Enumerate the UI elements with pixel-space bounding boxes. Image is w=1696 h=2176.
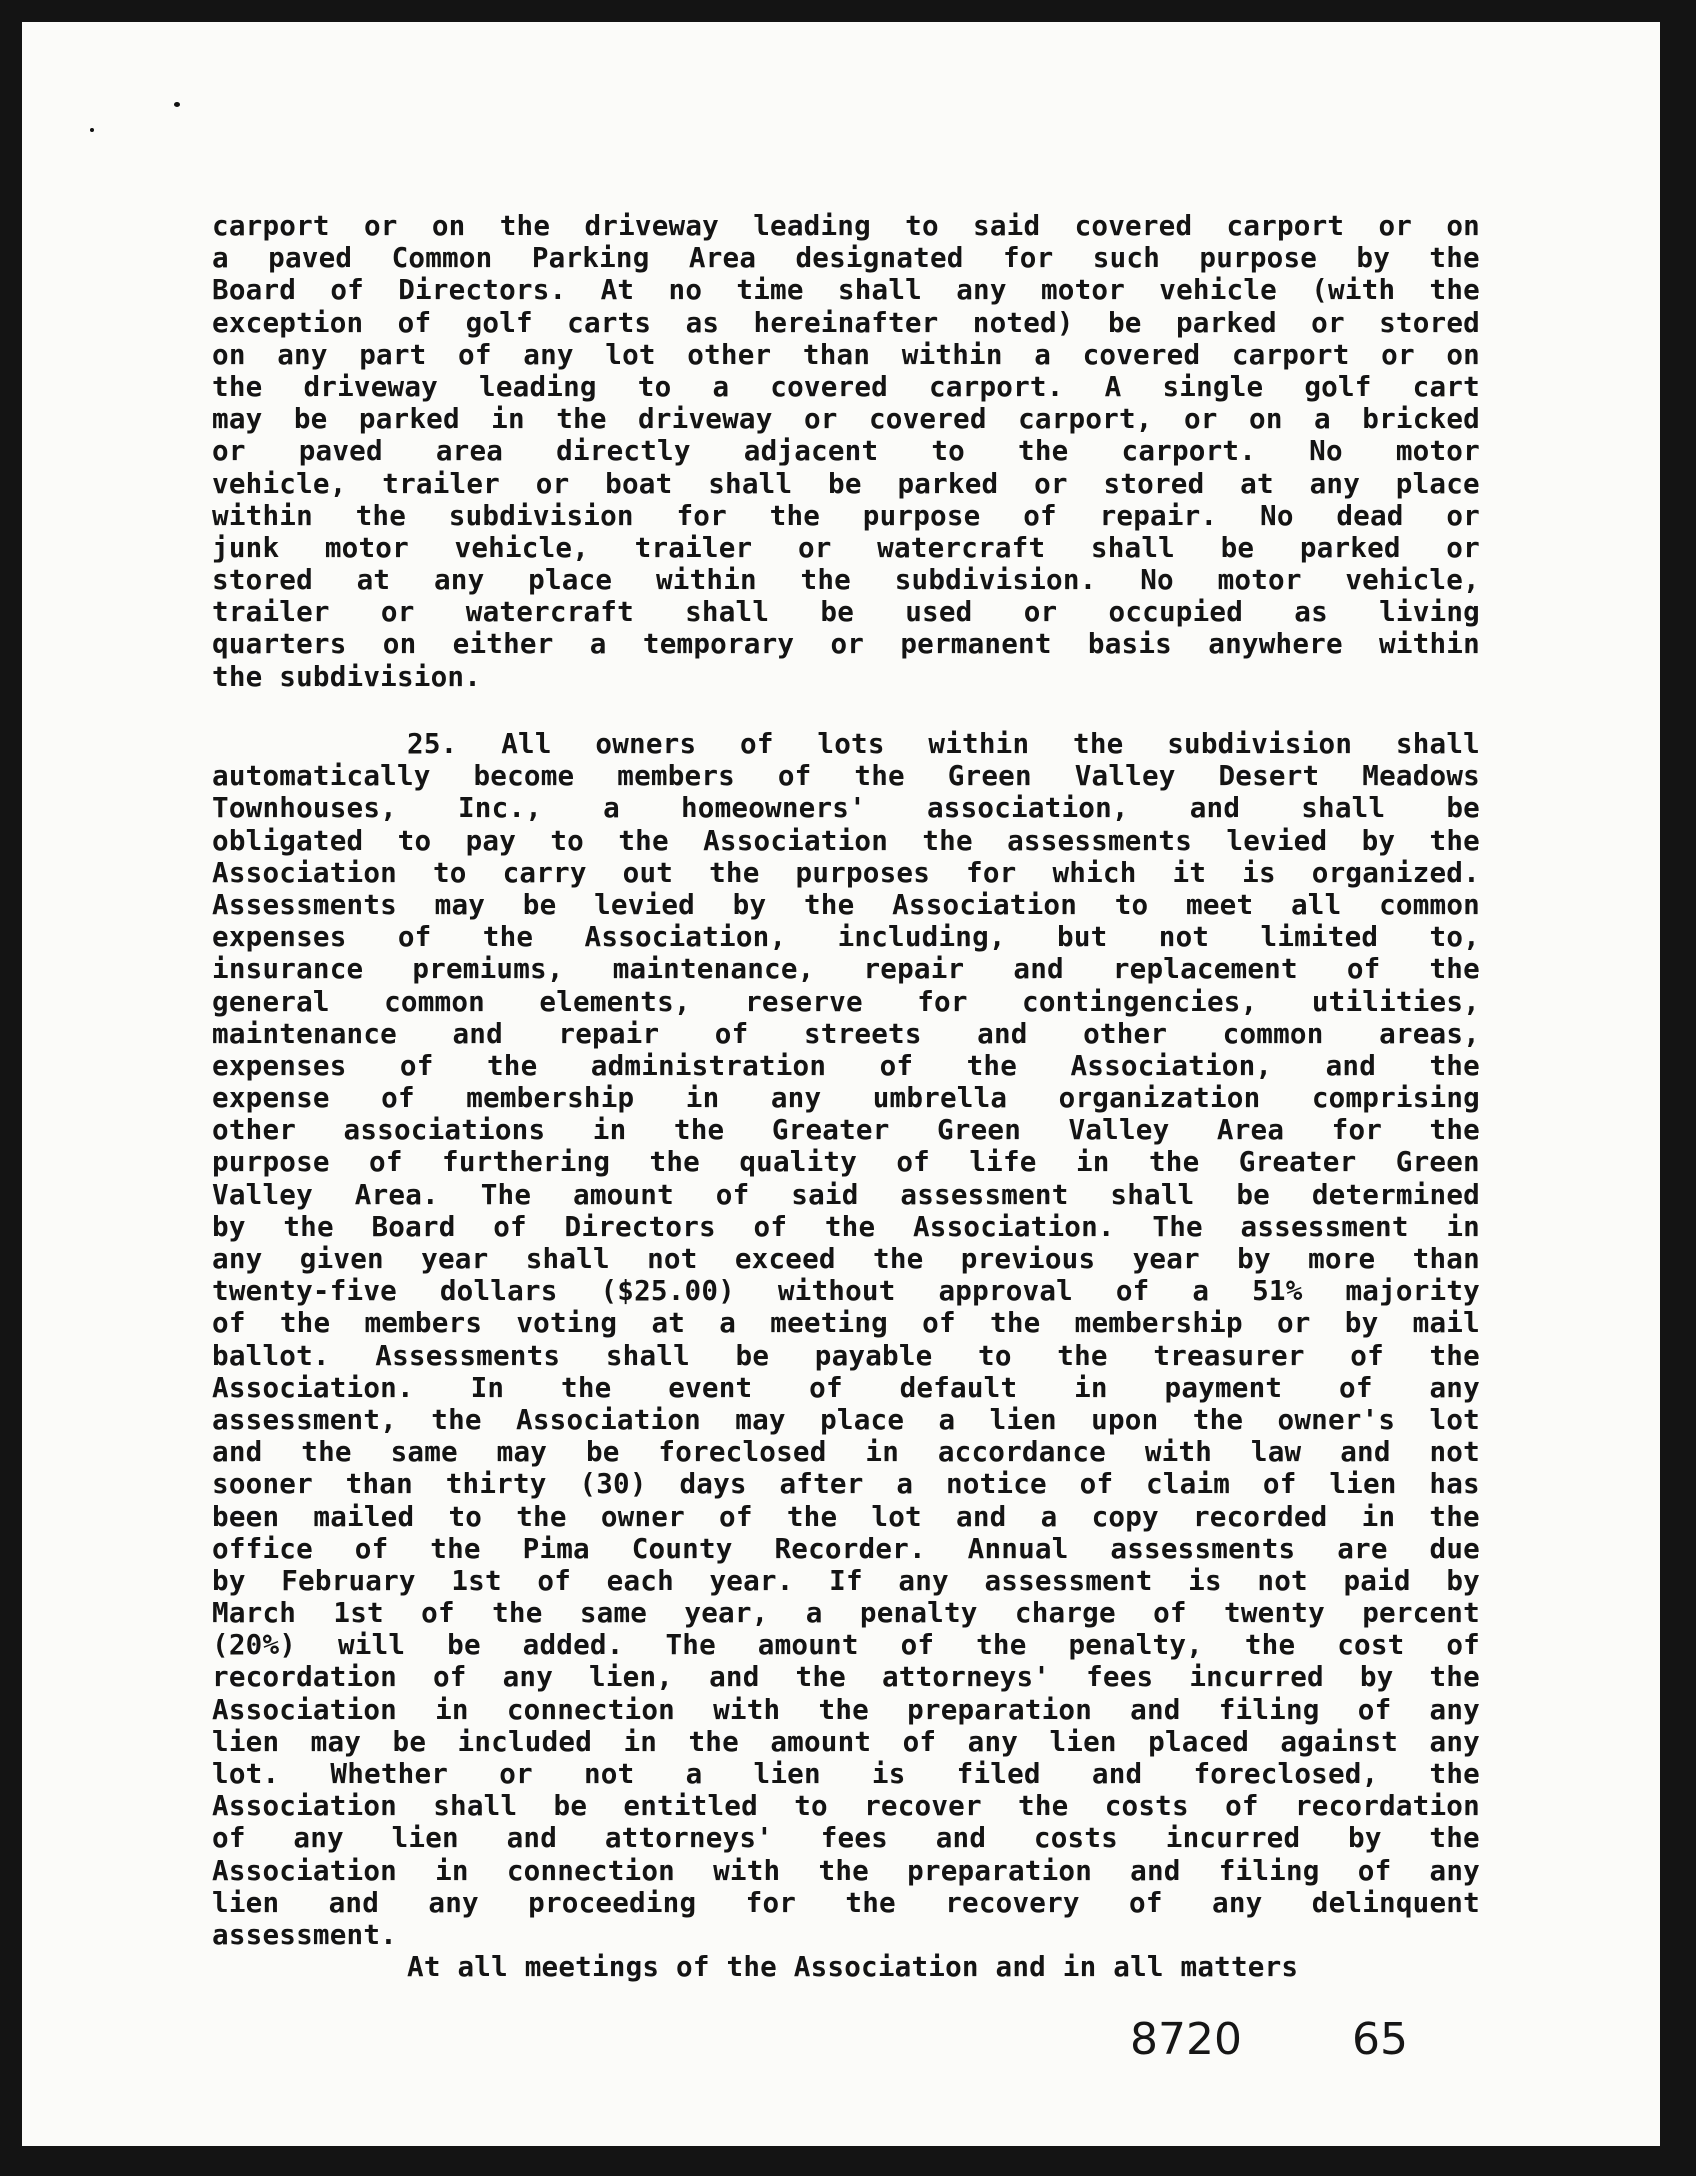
text-line: Association shall be entitled to recover the costs of recordation	[212, 1789, 1480, 1823]
text-line: quarters on either a temporary or permanent basis anywhere within	[212, 627, 1480, 661]
recording-page-number: 65	[1351, 2014, 1408, 2065]
text-line: Board of Directors. At no time shall any motor vehicle (with the	[212, 273, 1480, 307]
text-line: insurance premiums, maintenance, repair and replacement of the	[212, 952, 1480, 986]
text-line: by February 1st of each year. If any assessment is not paid by	[212, 1563, 1480, 1597]
text-line: stored at any place within the subdivision. No motor vehicle,	[212, 563, 1480, 597]
recording-reference	[1130, 2014, 1408, 2065]
text-line: other associations in the Greater Green Valley Area for the	[212, 1113, 1480, 1147]
text-line: (20%) will be added. The amount of the penalty, the cost of	[212, 1628, 1480, 1662]
text-line: by the Board of Directors of the Association. The assessment in	[212, 1209, 1480, 1243]
text-line: Association in connection with the preparation and filing of any	[212, 1692, 1480, 1726]
text-line: lien may be included in the amount of any lien placed against any	[212, 1724, 1480, 1758]
text-line: and the same may be foreclosed in accordance with law and not	[212, 1435, 1480, 1469]
paragraph-25-association	[212, 728, 1480, 1983]
document-page	[22, 22, 1660, 2146]
text-line: junk motor vehicle, trailer or watercraft shall be parked or	[212, 530, 1480, 564]
text-line: At all meetings of the Association and in all matters	[407, 1950, 1299, 1984]
text-line: expense of membership in any umbrella organization comprising	[212, 1081, 1480, 1115]
text-line: general common elements, reserve for contingencies, utilities,	[212, 984, 1480, 1018]
text-line: ballot. Assessments shall be payable to the treasurer of the	[212, 1338, 1480, 1372]
text-line: Association to carry out the purposes for which it is organized.	[212, 855, 1480, 889]
text-line: been mailed to the owner of the lot and a copy recorded in the	[212, 1499, 1480, 1533]
text-line: Association in connection with the preparation and filing of any	[212, 1853, 1480, 1887]
text-line: of any lien and attorneys' fees and costs incurred by the	[212, 1821, 1480, 1855]
text-line: the subdivision.	[212, 659, 482, 693]
text-line: Valley Area. The amount of said assessment shall be determined	[212, 1177, 1480, 1211]
text-line: March 1st of the same year, a penalty charge of twenty percent	[212, 1596, 1480, 1630]
text-line: within the subdivision for the purpose of repair. No dead or	[212, 498, 1480, 532]
text-line: sooner than thirty (30) days after a notice of claim of lien has	[212, 1467, 1480, 1501]
text-line: Assessments may be levied by the Association to meet all common	[212, 887, 1480, 921]
text-line: or paved area directly adjacent to the carport. No motor	[212, 434, 1480, 468]
text-line: may be parked in the driveway or covered carport, or on a bricked	[212, 402, 1480, 436]
scan-speck	[90, 128, 94, 132]
text-line: maintenance and repair of streets and other common areas,	[212, 1016, 1480, 1050]
text-line: Association. In the event of default in payment of any	[212, 1370, 1480, 1404]
text-line: recordation of any lien, and the attorneys' fees incurred by the	[212, 1660, 1480, 1694]
text-line: carport or on the driveway leading to said covered carport or on	[212, 209, 1480, 242]
scan-speck	[174, 102, 180, 107]
text-line: lot. Whether or not a lien is filed and foreclosed, the	[212, 1757, 1480, 1790]
text-line: automatically become members of the Green Valley Desert Meadows	[212, 759, 1480, 793]
text-line: 25. All owners of lots within the subdivision shall	[407, 727, 1480, 760]
text-line: vehicle, trailer or boat shall be parked or stored at any place	[212, 466, 1480, 500]
text-line: expenses of the administration of the Association, and the	[212, 1048, 1480, 1082]
text-line: expenses of the Association, including, but not limited to,	[212, 920, 1480, 954]
text-line: trailer or watercraft shall be used or occupied as living	[212, 595, 1480, 629]
text-line: office of the Pima County Recorder. Annual assessments are due	[212, 1531, 1480, 1565]
text-line: twenty-five dollars ($25.00) without approval of a 51% majority	[212, 1274, 1480, 1308]
text-line: lien and any proceeding for the recovery of any delinquent	[212, 1885, 1480, 1919]
text-line: obligated to pay to the Association the assessments levied by the	[212, 823, 1480, 857]
paragraph-parking-rules	[212, 210, 1480, 693]
text-line: any given year shall not exceed the previous year by more than	[212, 1242, 1480, 1275]
text-line: assessment.	[212, 1917, 397, 1951]
text-line: Townhouses, Inc., a homeowners' association, and shall be	[212, 791, 1480, 825]
text-line: a paved Common Parking Area designated for such purpose by the	[212, 241, 1480, 275]
text-line: on any part of any lot other than within a covered carport or on	[212, 337, 1480, 371]
text-line: exception of golf carts as hereinafter noted) be parked or stored	[212, 305, 1480, 339]
text-line: assessment, the Association may place a lien upon the owner's lot	[212, 1402, 1480, 1436]
text-line: purpose of furthering the quality of life in the Greater Green	[212, 1145, 1480, 1179]
text-line: of the members voting at a meeting of the membership or by mail	[212, 1306, 1480, 1340]
text-line: the driveway leading to a covered carport. A single golf cart	[212, 369, 1480, 403]
recording-book-number: 8720	[1130, 2014, 1242, 2065]
